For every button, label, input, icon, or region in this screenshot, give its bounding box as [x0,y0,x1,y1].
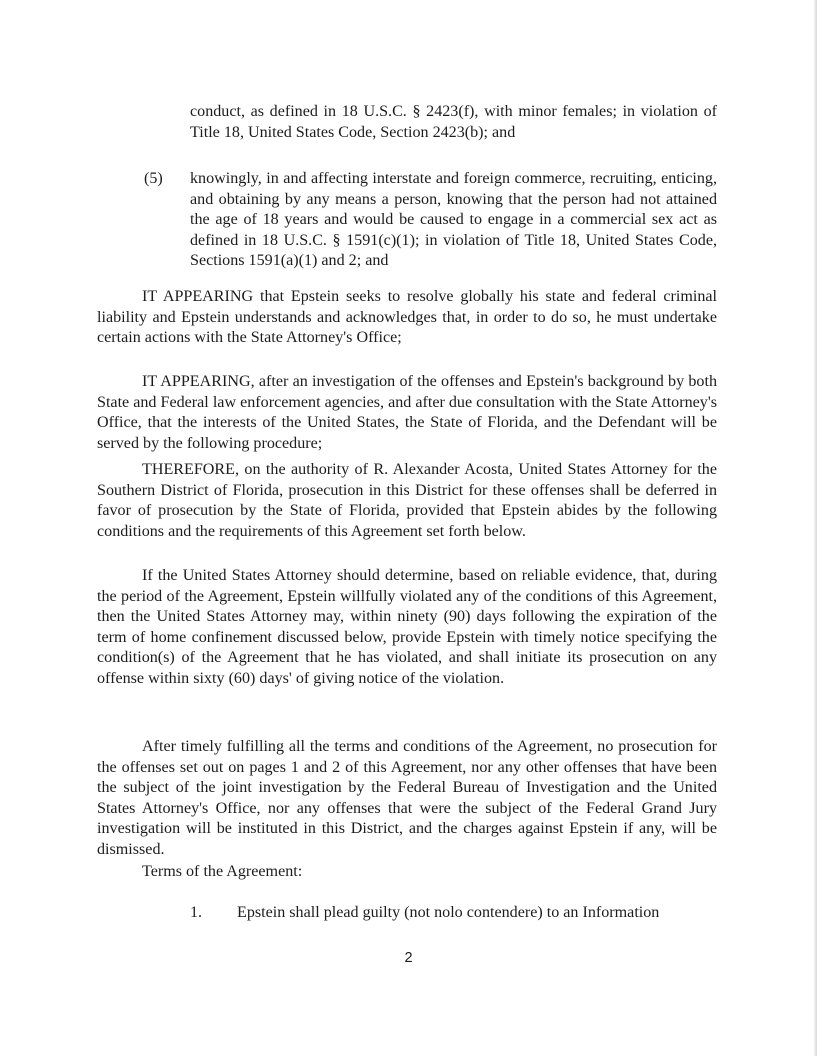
item-5-number: (5) [144,170,163,187]
item-5-text: knowingly, in and affecting interstate and foreign commerce, recruiting, enticing, and obtaining by any means a person, knowing that the person had not attained the age of 18 years and would be caused to engage in a commercial sex act as defined in 18 U.S.C. § 1591(c)(1); in violation of Title 18, United States Code, Sections 1591(a)(1) and 2; and [190,170,717,269]
paragraph-after-fulfilling: After timely fulfilling all the terms and conditions of the Agreement, no prosecution for the offenses set out on pages 1 and 2 of this Agreement, nor any other offenses that have been the subject of the joint investigation by the Federal Bureau of Investigation and the United States Attorney's Office, nor any offenses that were the subject of the Federal Grand Jury investigation will be instituted in this District, and the charges against Epstein if any, will be dismissed. [97,738,717,858]
paragraph-it-appearing-investigation: IT APPEARING, after an investigation of the offenses and Epstein's background by both State and Federal law enforcement agencies, and after due consultation with the State Attorney's Office, that the interests of the United States, the State of Florida, and the Defendant will be served by the following procedure; [97,373,717,452]
paragraph-violation-determination: If the United States Attorney should determine, based on reliable evidence, that, during the period of the Agreement, Epstein willfully violated any of the conditions of this Agreement, then the United States Attorney may, within ninety (90) days following the expiration of the term of home confinement discussed below, provide Epstein with timely notice specifying the condition(s) of the Agreement that he has violated, and shall initiate its prosecution on any offense within sixty (60) days' of giving notice of the violation. [97,567,717,687]
page-number: 2 [404,950,413,966]
terms-heading: Terms of the Agreement: [142,863,303,880]
term-1-number: 1. [190,904,203,921]
paragraph-it-appearing-resolve: IT APPEARING that Epstein seeks to resolve globally his state and federal criminal liability and Epstein understands and acknowledges that, in order to do so, he must undertake certain actions with the State Attorney's Office; [97,288,717,346]
continuation-paragraph: conduct, as defined in 18 U.S.C. § 2423(f), with minor females; in violation of Title 18, United States Code, Section 2423(b); and [190,103,717,141]
paragraph-therefore: THEREFORE, on the authority of R. Alexander Acosta, United States Attorney for the Southern District of Florida, prosecution in this District for these offenses shall be deferred in favor of prosecution by the State of Florida, provided that Epstein abides by the following conditions and the requirements of this Agreement set forth below. [97,461,717,540]
term-1-text: Epstein shall plead guilty (not nolo contendere) to an Information [237,904,660,921]
